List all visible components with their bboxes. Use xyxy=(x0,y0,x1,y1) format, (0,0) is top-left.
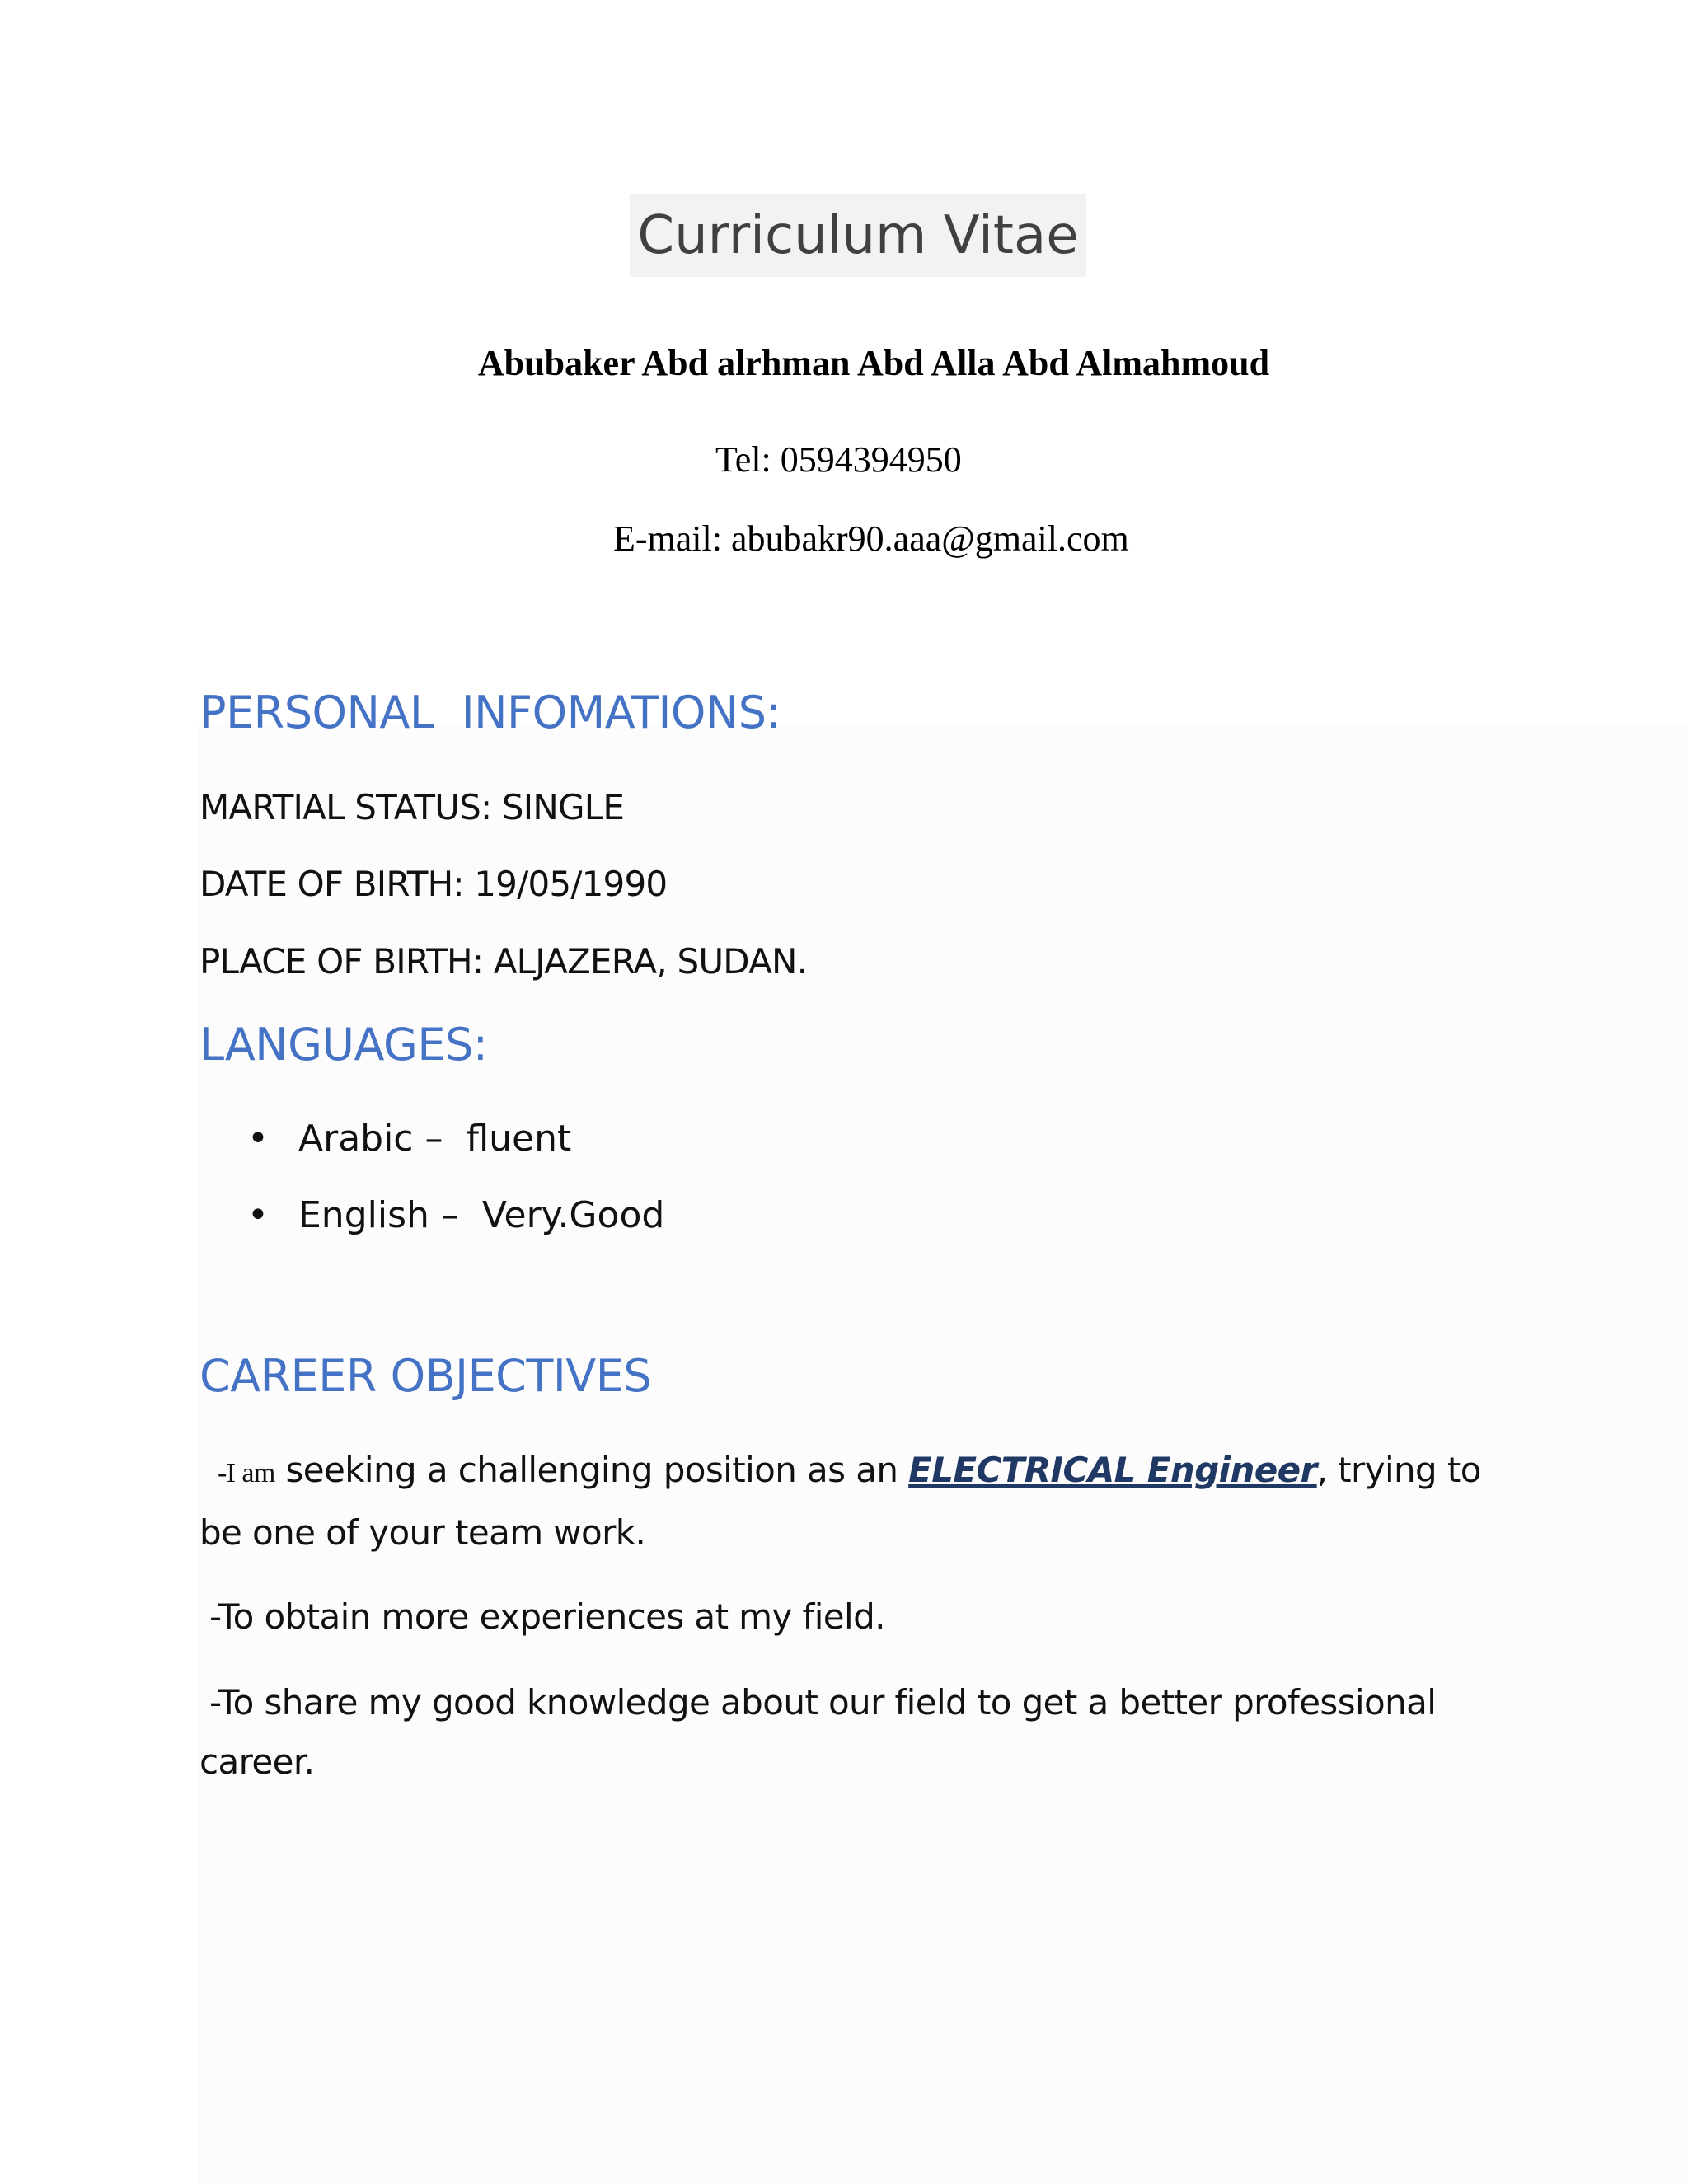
languages-heading: LANGUAGES: xyxy=(199,1019,488,1071)
bullet-icon: • xyxy=(247,1118,269,1160)
objective-text-after: , trying to be one of your team work. xyxy=(199,1450,1481,1553)
personal-info-heading: PERSONAL INFOMATIONS: xyxy=(199,687,781,738)
objective-paragraph-2 xyxy=(199,1587,1485,1647)
objective-text: -To obtain more experiences at my field. xyxy=(209,1596,885,1637)
objective-paragraph-1 xyxy=(199,1441,1485,1563)
objective-prefix: -I am xyxy=(218,1458,275,1488)
candidate-name: Abubaker Abd alrhman Abd Alla Abd Almahmoud xyxy=(477,343,1270,383)
place-of-birth: PLACE OF BIRTH: ALJAZERA, SUDAN. xyxy=(199,941,808,982)
telephone: Tel: 0594394950 xyxy=(715,439,962,480)
objective-paragraph-3 xyxy=(199,1673,1485,1792)
language-arabic: Arabic – fluent xyxy=(298,1118,572,1160)
martial-status: MARTIAL STATUS: SINGLE xyxy=(199,787,625,827)
email-address: E-mail: abubakr90.aaa@gmail.com xyxy=(613,518,1129,559)
bullet-icon: • xyxy=(247,1194,269,1236)
language-english: English – Very.Good xyxy=(298,1194,665,1236)
list-item xyxy=(247,1118,571,1160)
objective-text-before: seeking a challenging position as an xyxy=(274,1450,909,1490)
date-of-birth: DATE OF BIRTH: 19/05/1990 xyxy=(199,864,668,904)
electrical-engineer-link[interactable]: ELECTRICAL Engineer xyxy=(908,1450,1317,1490)
list-item xyxy=(247,1194,664,1236)
objective-text: -To share my good knowledge about our field to get a better professional career. xyxy=(199,1682,1437,1782)
career-objectives-heading: CAREER OBJECTIVES xyxy=(199,1350,652,1402)
document-title: Curriculum Vitae xyxy=(630,194,1086,277)
